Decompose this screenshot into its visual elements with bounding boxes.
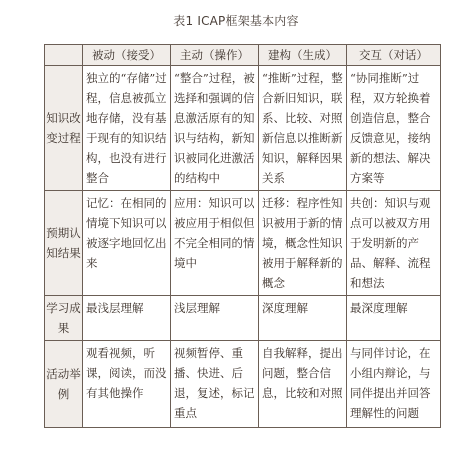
table-cell: “整合”过程，被选择和强调的信息激活原有的知识与结构，新知识被同化进激活的结构中 <box>171 66 259 191</box>
table-row <box>45 341 441 428</box>
table-cell: 视频暂停、重播、快进、后退，复述，标记重点 <box>171 341 259 428</box>
table-caption: 表1 ICAP框架基本内容 <box>173 14 299 28</box>
corner-cell <box>45 45 83 66</box>
row-header: 预期认知结果 <box>45 191 83 296</box>
column-header-passive: 被动（接受） <box>83 45 171 66</box>
row-header: 活动举例 <box>45 341 83 428</box>
table-row <box>45 296 441 341</box>
table-cell: “推断”过程，整合新旧知识，联系、比较、对照新信息以推断新知识，解释因果关系 <box>259 66 347 191</box>
table-cell: 独立的“存储”过程，信息被孤立地存储，没有基于现有的知识结构，也没有进行整合 <box>83 66 171 191</box>
column-header-constructive: 建构（生成） <box>259 45 347 66</box>
table-cell: 浅层理解 <box>171 296 259 341</box>
row-header: 学习成果 <box>45 296 83 341</box>
table-cell: 深度理解 <box>259 296 347 341</box>
table-cell: 应用：知识可以被应用于相似但不完全相同的情境中 <box>171 191 259 296</box>
column-header-active: 主动（操作） <box>171 45 259 66</box>
row-header: 知识改变过程 <box>45 66 83 191</box>
table-cell: 迁移：程序性知识被用于新的情境，概念性知识被用于解释新的概念 <box>259 191 347 296</box>
column-header-interactive: 交互（对话） <box>347 45 441 66</box>
table-cell: 记忆：在相同的情境下知识可以被逐字地回忆出来 <box>83 191 171 296</box>
icap-table <box>44 44 441 428</box>
table-cell: 共创：知识与观点可以被双方用于发明新的产品、解释、流程和想法 <box>347 191 441 296</box>
table-cell: “协同推断”过程，双方轮换着创造信息，整合反馈意见，接纳新的想法、解决方案等 <box>347 66 441 191</box>
table-cell: 自我解释，提出问题，整合信息，比较和对照 <box>259 341 347 428</box>
header-row <box>45 45 441 66</box>
table-cell: 最浅层理解 <box>83 296 171 341</box>
table-cell: 与同伴讨论，在小组内辩论，与同伴提出并回答理解性的问题 <box>347 341 441 428</box>
table-cell: 最深度理解 <box>347 296 441 341</box>
table-row <box>45 66 441 191</box>
table-cell: 观看视频，听课，阅读，而没有其他操作 <box>83 341 171 428</box>
table-row <box>45 191 441 296</box>
